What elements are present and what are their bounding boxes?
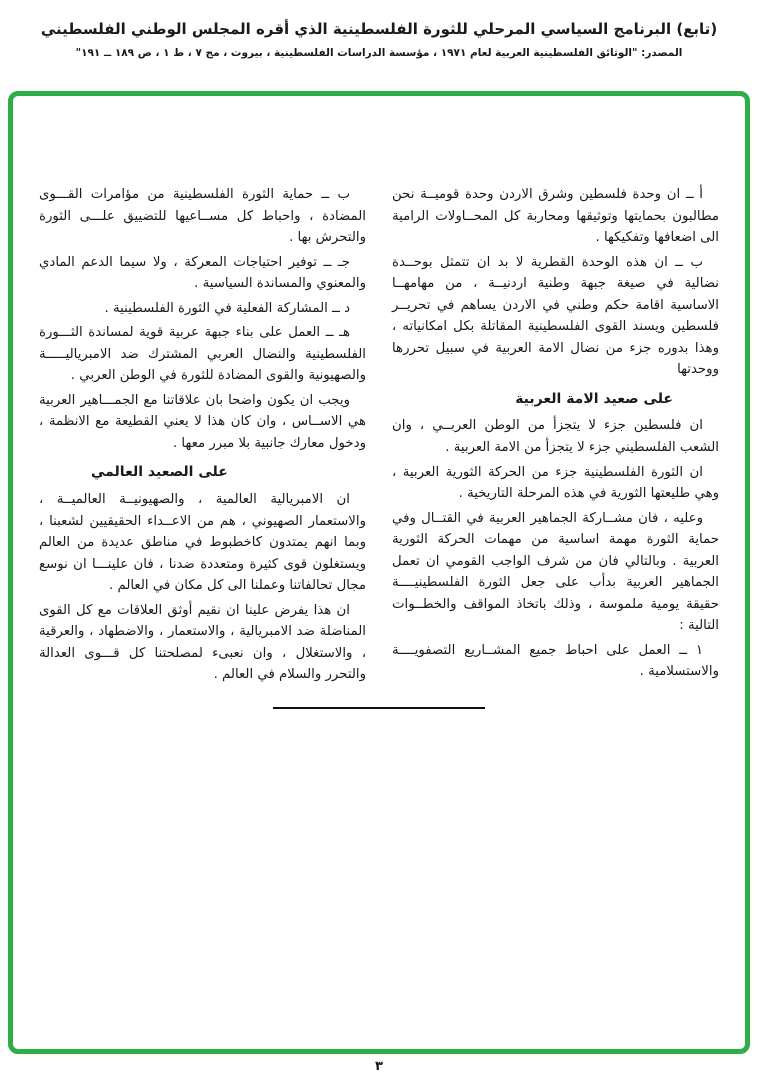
right-column (392, 184, 719, 689)
paragraph-palestine-part: ان فلسطين جزء لا يتجزأ من الوطن العربــي ، وان الشعب الفلسطيني جزء لا يتجزأ من الامة العربية . (392, 418, 719, 455)
source-citation: المصدر: "الوثائق الفلسطينية العربية لعام ١٩٧١ ، مؤسسة الدراسات الفلسطينية ، بيروت ، مج ٧ ، ط ١ ، ص ١٨٩ ــ ١٩١" (75, 46, 683, 59)
paragraph-protect-revolution: ب ــ حماية الثورة الفلسطينية من مؤامرات القـــوى المضادة ، واحباط كل مســاعيها للتضييق علـــى الثورة والتحرش بها . (39, 187, 366, 246)
paragraph-world-alliances: ان هذا يفرض علينا ان نقيم أوثق العلاقات مع كل القوى المناضلة ضد الامبريالية ، والاستعمار ، والاضطهاد ، والعرقية ، والاستغلال ، وان نعبىء لمصلحتنا كل قـــوى العدالة والتحرر والسلام في العالم . (39, 602, 366, 683)
section-heading-arab-nation: على صعيد الامة العربية (515, 390, 673, 407)
document-title: (تابع) البرنامج السياسي المرحلي للثورة الفلسطينية الذي أقره المجلس الوطني الفلسطيني (40, 20, 718, 38)
paragraph-step-1: ١ ــ العمل على احباط جميع المشــاريع التصفويــــة والاستسلامية . (392, 642, 719, 680)
page-header (0, 0, 758, 59)
two-column-text-area (13, 96, 745, 689)
paragraph-participation: د ــ المشاركة الفعلية في الثورة الفلسطينية . (104, 300, 350, 316)
left-column (39, 184, 366, 689)
page-number: ٣ (375, 1059, 383, 1074)
paragraph-masses-duty: وعليه ، فان مشــاركة الجماهير العربية في القتــال وفي حماية الثورة مهمة اساسية من مهمات الحركة الثورية العربية . وبالتالي فان من شرف الواجب القومي ان تعمل الجماهير العربية بدأب على جعل الثورة الفلسطينيــــة حقيقة يومية ملموسة ، وذلك باتخاذ المواقف والخطــوات التالية : (392, 510, 719, 634)
paragraph-relations-masses: ويجب ان يكون واضحا بان علاقاتنا مع الجمـــاهير العربية هي الاســاس ، وان كان هذا لا يعني القطيعة مع الانظمة ، ودخول معارك جانبية بلا مبرر معها . (39, 392, 366, 451)
paragraph-arab-front: هـ ــ العمل على بناء جبهة عربية قوية لمساندة الثـــورة الفلسطينية والنضال العربي المشترك ضد الامبرياليـــــة والصهيونية والقوى المضادة للثورة في الوطن العربي . (39, 325, 366, 384)
paragraph-item-a: أ ــ ان وحدة فلسطين وشرق الاردن وحدة قوميــة نحن مطالبون بحمايتها وتوثيقها ومحاربة كل المحــاولات الرامية الى اضعافها وتفكيكها . (392, 187, 719, 246)
paragraph-imperialism-enemies: ان الامبريالية العالمية ، والصهيونيــة العالميــة ، والاستعمار الصهيوني ، هم من الاعــداء الحقيقيين لشعبنا ، وبما انهم يمتدون كاخطبوط في مناطق عديدة من العالم ويستغلون قوى كثيرة ومتعددة ضدنا ، فان علينـــا ان نوسع مجال تحالفاتنا وعملنا الى كل مكان في العالم . (39, 492, 366, 594)
green-border-frame (8, 91, 750, 1054)
separator-line (273, 707, 485, 709)
paragraph-revolution-part: ان الثورة الفلسطينية جزء من الحركة الثورية العربية ، وهي طليعتها الثورية في هذه المرحلة التاريخية . (392, 464, 719, 502)
paragraph-item-b: ب ــ ان هذه الوحدة القطرية لا بد ان تتمثل بوحــدة نضالية في صيغة جبهة وطنية اردنيــة ، من مهامهــا الاساسية اقامة حكم وطني في الاردن يساهم في تحريــر فلسطين ويسند القوى الفلسطينية المقاتلة بكل امكانياته ، وهذا بدوره جزء من نضال الامة العربية في سبيل تحررها ووحدتها (392, 254, 719, 378)
page-footer (0, 1059, 758, 1074)
paragraph-battle-needs: جـ ــ توفير احتياجات المعركة ، ولا سيما الدعم المادي والمعنوي والمساندة السياسية . (39, 254, 366, 292)
section-heading-world-level: على الصعيد العالمي (91, 464, 228, 481)
